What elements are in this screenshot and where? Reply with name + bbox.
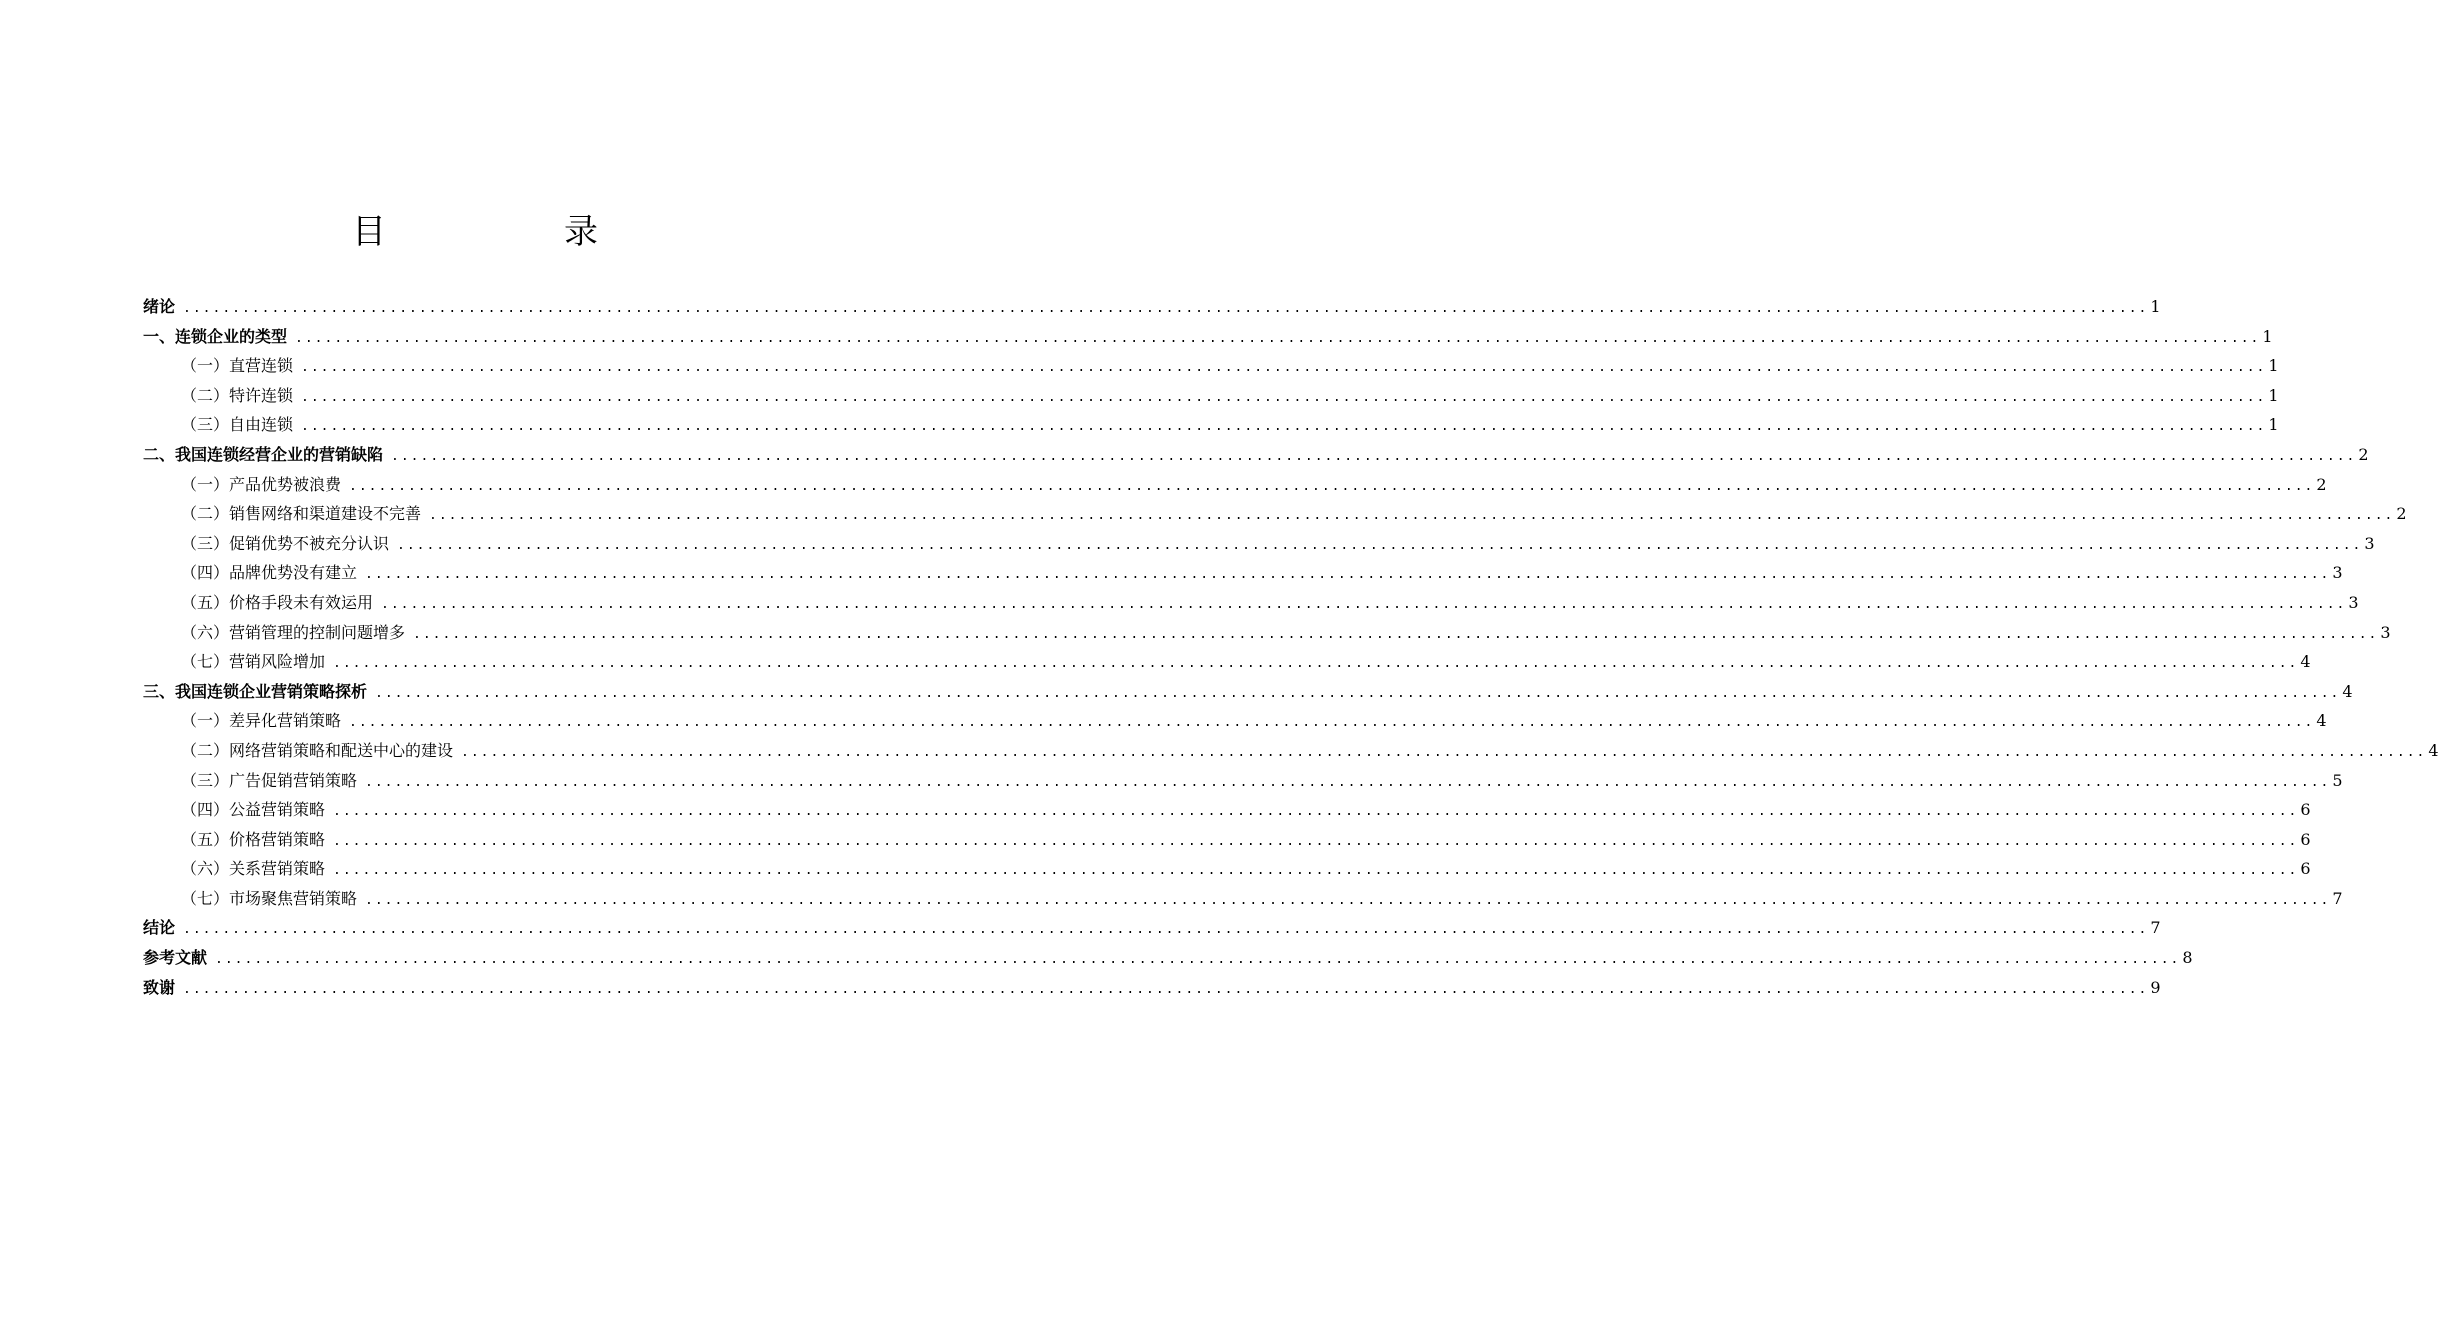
toc-entry-label: （一）产品优势被浪费 bbox=[181, 474, 342, 494]
toc-page-number: 6 bbox=[2300, 800, 2311, 820]
toc-entry[interactable] bbox=[143, 943, 2193, 973]
toc-entry-label: （二）特许连锁 bbox=[181, 385, 294, 405]
toc-entry-label: （七）市场聚焦营销策略 bbox=[181, 888, 358, 908]
dot-leader: ........................................................................................................................................................................................................ bbox=[333, 863, 2299, 879]
toc-page-number: 8 bbox=[2182, 948, 2193, 968]
toc-entry[interactable] bbox=[143, 381, 2279, 411]
toc-entry-label: 绪论 bbox=[143, 297, 176, 316]
toc-page-number: 6 bbox=[2300, 829, 2311, 849]
toc-entry[interactable] bbox=[143, 795, 2311, 825]
dot-leader: ........................................................................................................................................................................................................ bbox=[183, 981, 2149, 997]
toc-entry[interactable] bbox=[143, 854, 2311, 884]
toc-entry[interactable] bbox=[143, 825, 2311, 855]
toc-page-number: 4 bbox=[2342, 681, 2353, 701]
toc-entry-label: （一）差异化营销策略 bbox=[181, 711, 342, 731]
toc-page-number: 5 bbox=[2332, 770, 2343, 790]
toc-page-number: 1 bbox=[2268, 385, 2279, 405]
toc-entry[interactable] bbox=[143, 351, 2279, 381]
toc-entry[interactable] bbox=[143, 470, 2327, 500]
toc-entry-label: （二）销售网络和渠道建设不完善 bbox=[181, 504, 422, 524]
dot-leader: ........................................................................................................................................................................................................ bbox=[333, 804, 2299, 820]
toc-entry[interactable] bbox=[143, 706, 2327, 736]
toc-entry[interactable] bbox=[143, 913, 2161, 943]
toc-page-number: 4 bbox=[2316, 711, 2327, 731]
toc-entry-label: 三、我国连锁企业营销策略探析 bbox=[143, 681, 368, 701]
dot-leader: ........................................................................................................................................................................................................ bbox=[413, 626, 2379, 642]
dot-leader: ........................................................................................................................................................................................................ bbox=[461, 744, 2427, 760]
toc-entry-label: （三）自由连锁 bbox=[181, 415, 294, 435]
toc-entry[interactable] bbox=[143, 973, 2161, 1003]
toc-page-number: 9 bbox=[2150, 977, 2161, 997]
toc-page-number: 1 bbox=[2268, 356, 2279, 376]
toc-page-number: 3 bbox=[2380, 622, 2391, 642]
toc-entry-label: 参考文献 bbox=[143, 948, 208, 968]
toc-page-number: 4 bbox=[2300, 652, 2311, 672]
toc-entry-label: （五）价格手段未有效运用 bbox=[181, 592, 374, 612]
dot-leader: ........................................................................................................................................................................................................ bbox=[183, 922, 2149, 938]
toc-entry[interactable] bbox=[143, 558, 2343, 588]
toc-entry-label: （三）广告促销营销策略 bbox=[181, 770, 358, 790]
page-title: 目 录 bbox=[352, 212, 670, 252]
toc-entry[interactable] bbox=[143, 499, 2407, 529]
dot-leader: ........................................................................................................................................................................................................ bbox=[295, 330, 2261, 346]
toc-entry[interactable] bbox=[143, 736, 2439, 766]
toc-entry-label: 二、我国连锁经营企业的营销缺陷 bbox=[143, 444, 384, 464]
toc-entry-label: （七）营销风险增加 bbox=[181, 652, 326, 672]
toc-entry[interactable] bbox=[143, 884, 2343, 914]
dot-leader: ........................................................................................................................................................................................................ bbox=[349, 478, 2315, 494]
toc-entry[interactable] bbox=[143, 322, 2273, 352]
toc-entry[interactable] bbox=[143, 440, 2369, 470]
toc-entry[interactable] bbox=[143, 618, 2391, 648]
dot-leader: ........................................................................................................................................................................................................ bbox=[365, 892, 2331, 908]
toc-page-number: 1 bbox=[2262, 326, 2273, 346]
toc-entry-label: 致谢 bbox=[143, 977, 176, 997]
toc-entry[interactable] bbox=[143, 410, 2279, 440]
toc-entry-label: （三）促销优势不被充分认识 bbox=[181, 533, 390, 553]
toc-entry[interactable] bbox=[143, 647, 2311, 677]
toc-entry[interactable] bbox=[143, 766, 2343, 796]
toc-entry-label: （四）公益营销策略 bbox=[181, 800, 326, 820]
dot-leader: ........................................................................................................................................................................................................ bbox=[429, 508, 2395, 524]
dot-leader: ........................................................................................................................................................................................................ bbox=[301, 360, 2267, 376]
toc-page-number: 2 bbox=[2358, 444, 2369, 464]
toc-entry-label: （二）网络营销策略和配送中心的建设 bbox=[181, 740, 454, 760]
dot-leader: ........................................................................................................................................................................................................ bbox=[381, 596, 2347, 612]
toc-page-number: 7 bbox=[2332, 888, 2343, 908]
dot-leader: ........................................................................................................................................................................................................ bbox=[215, 952, 2181, 968]
toc-page-number: 1 bbox=[2268, 415, 2279, 435]
toc-page-number: 1 bbox=[2150, 297, 2161, 316]
toc-entry-label: （一）直营连锁 bbox=[181, 356, 294, 376]
toc-page-number: 7 bbox=[2150, 918, 2161, 938]
table-of-contents bbox=[143, 292, 2439, 1002]
toc-entry[interactable] bbox=[143, 588, 2359, 618]
dot-leader: ........................................................................................................................................................................................................ bbox=[375, 685, 2341, 701]
toc-entry-label: （四）品牌优势没有建立 bbox=[181, 563, 358, 583]
dot-leader: ........................................................................................................................................................................................................ bbox=[397, 537, 2363, 553]
dot-leader: ........................................................................................................................................................................................................ bbox=[183, 301, 2149, 316]
toc-page-number: 3 bbox=[2348, 592, 2359, 612]
dot-leader: ........................................................................................................................................................................................................ bbox=[301, 389, 2267, 405]
dot-leader: ........................................................................................................................................................................................................ bbox=[365, 774, 2331, 790]
toc-entry[interactable] bbox=[143, 677, 2353, 707]
toc-entry-label: （五）价格营销策略 bbox=[181, 829, 326, 849]
toc-entry-label: 一、连锁企业的类型 bbox=[143, 326, 288, 346]
toc-page-number: 3 bbox=[2364, 533, 2375, 553]
toc-page-number: 2 bbox=[2396, 504, 2407, 524]
toc-entry[interactable] bbox=[143, 529, 2375, 559]
toc-entry[interactable] bbox=[143, 292, 2161, 322]
dot-leader: ........................................................................................................................................................................................................ bbox=[391, 448, 2357, 464]
toc-entry-label: （六）营销管理的控制问题增多 bbox=[181, 622, 406, 642]
dot-leader: ........................................................................................................................................................................................................ bbox=[365, 567, 2331, 583]
toc-page-number: 4 bbox=[2428, 740, 2439, 760]
toc-page-number: 2 bbox=[2316, 474, 2327, 494]
dot-leader: ........................................................................................................................................................................................................ bbox=[333, 656, 2299, 672]
dot-leader: ........................................................................................................................................................................................................ bbox=[301, 419, 2267, 435]
toc-page-number: 6 bbox=[2300, 859, 2311, 879]
toc-entry-label: （六）关系营销策略 bbox=[181, 859, 326, 879]
dot-leader: ........................................................................................................................................................................................................ bbox=[333, 833, 2299, 849]
dot-leader: ........................................................................................................................................................................................................ bbox=[349, 715, 2315, 731]
toc-entry-label: 结论 bbox=[143, 918, 176, 938]
toc-page-number: 3 bbox=[2332, 563, 2343, 583]
